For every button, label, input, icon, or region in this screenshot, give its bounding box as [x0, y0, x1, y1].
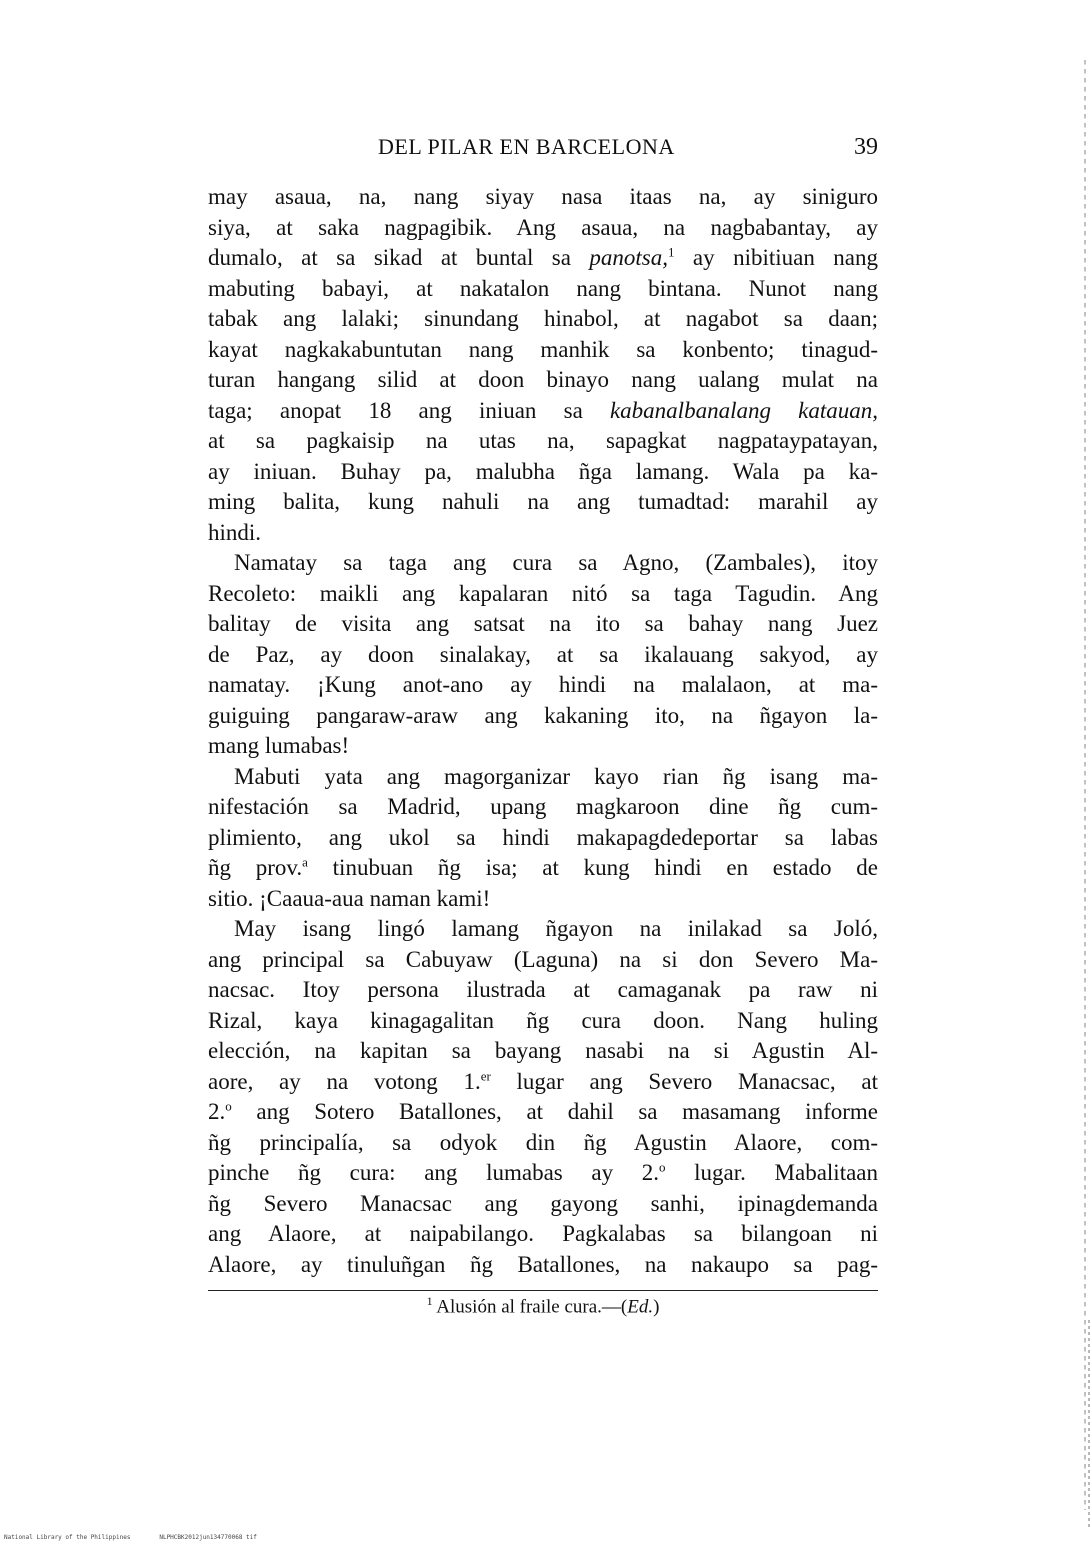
- text-line: May isang lingó lamang ñgayon na inilakad sa Joló,: [234, 916, 878, 941]
- imprint-code: NLPHCBK2012jun134770068 tif: [159, 1534, 257, 1541]
- imprint-library: National Library of the Philippines: [4, 1534, 131, 1541]
- text-line: ñg Severo Manacsac ang gayong sanhi, ipinagdemanda: [208, 1190, 878, 1216]
- text-line: ay iniuan. Buhay pa, malubha ñga lamang. Wala pa ka-: [208, 458, 878, 484]
- text-line: hindi.: [208, 519, 262, 545]
- text-segment: ñg prov.: [208, 855, 303, 880]
- text-line: namatay. ¡Kung anot-ano ay hindi na malalaon, at ma-: [208, 672, 878, 697]
- text-line: sitio. ¡Caaua-aua naman kami!: [208, 885, 491, 911]
- text-line: ñg principalía, sa odyok din ñg Agustin Alaore, com-: [208, 1129, 878, 1155]
- text-segment: tinubuan ñg isa; at kung hindi en estado de: [307, 855, 879, 880]
- page-number: 39: [854, 134, 878, 160]
- text-line: at sa pagkaisip na utas na, sapagkat nagpataypatayan,: [208, 428, 878, 453]
- text-line: ming balita, kung nahuli na ang tumadtad: marahil ay: [208, 489, 878, 514]
- footnote-text: Alusión al fraile cura.—(: [436, 1296, 628, 1318]
- italic-segment: kabanalbanalang katauan,: [609, 397, 878, 423]
- superscript-marker: 1: [667, 244, 675, 260]
- text-line: turan hangang silid at doon binayo nang ualang mulat na: [208, 367, 878, 392]
- text-segment: dumalo, at sa sikad at buntal sa: [208, 245, 590, 270]
- body-text: [208, 182, 878, 1280]
- text-line: nifestación sa Madrid, upang magkaroon dine ñg cum-: [208, 794, 878, 819]
- text-line: balitay de visita ang satsat na ito sa bahay nang Juez: [208, 611, 878, 636]
- text-line: siya, at saka nagpagibik. Ang asaua, na nagbabantay, ay: [208, 214, 878, 240]
- text-segment: lugar ang Severo Manacsac, at: [490, 1068, 878, 1094]
- text-segment: 2.: [208, 1099, 226, 1124]
- text-segment: pinche ñg cura: ang lumabas ay 2.: [208, 1160, 659, 1185]
- text-line: Recoleto: maikli ang kapalaran nitó sa taga Tagudin. Ang: [208, 580, 878, 606]
- running-header: [208, 134, 878, 166]
- text-line: elección, na kapitan sa bayang nasabi na si Agustin Al-: [208, 1038, 878, 1063]
- footnote-editor-abbrev: Ed.: [627, 1296, 654, 1318]
- footnote: [208, 1294, 878, 1318]
- footnote-close: ): [653, 1296, 660, 1318]
- text-line: ang principal sa Cabuyaw (Laguna) na si don Severo Ma-: [208, 946, 878, 972]
- text-line: mabuting babayi, at nakatalon nang bintana. Nunot nang: [208, 275, 878, 301]
- footnote-divider: [208, 1290, 878, 1291]
- text-line: [208, 1067, 878, 1098]
- text-line: guiguing pangaraw-araw ang kakaning ito, na ñgayon la-: [208, 702, 878, 728]
- running-title: DEL PILAR EN BARCELONA: [378, 134, 675, 159]
- text-line: Rizal, kaya kinagagalitan ñg cura doon. Nang huling: [208, 1007, 878, 1033]
- text-line: mang lumabas!: [208, 733, 350, 758]
- text-line: de Paz, ay doon sinalakay, at sa ikalauang sakyod, ay: [208, 641, 878, 667]
- superscript-marker: a: [302, 854, 308, 870]
- superscript-marker: o: [659, 1159, 666, 1175]
- footnote-marker: 1: [426, 1294, 433, 1308]
- text-segment: lugar. Mabalitaan: [665, 1160, 878, 1185]
- text-line: may asaua, na, nang siyay nasa itaas na, ay siniguro: [208, 184, 878, 209]
- text-line: [208, 1097, 878, 1128]
- text-line: kayat nagkakabuntutan nang manhik sa konbento; tinagud-: [208, 336, 878, 362]
- scan-edge-artifact: [1084, 60, 1086, 1510]
- text-line: ang Alaore, at naipabilango. Pagkalabas sa bilangoan ni: [208, 1221, 878, 1246]
- text-line: tabak ang lalaki; sinundang hinabol, at nagabot sa daan;: [208, 306, 878, 331]
- text-line: plimiento, ang ukol sa hindi makapagdedeportar sa labas: [208, 824, 878, 850]
- text-segment: ay nibitiuan nang: [674, 245, 878, 270]
- text-line: nacsac. Itoy persona ilustrada at camaganak pa raw ni: [208, 977, 878, 1002]
- text-segment: ang Sotero Batallones, at dahil sa masamang informe: [231, 1099, 878, 1124]
- text-line: Mabuti yata ang magorganizar kayo rian ñg isang ma-: [234, 763, 878, 789]
- italic-segment: panotsa,: [589, 245, 668, 270]
- scan-imprint: [4, 1534, 257, 1541]
- text-line: Namatay sa taga ang cura sa Agno, (Zambales), itoy: [234, 550, 878, 575]
- text-line: [208, 853, 878, 884]
- text-line: Alaore, ay tinuluñgan ñg Batallones, na nakaupo sa pag-: [208, 1251, 878, 1277]
- text-segment: taga; anopat 18 ang iniuan sa: [208, 397, 610, 423]
- superscript-marker: o: [225, 1098, 232, 1114]
- text-line: [208, 396, 878, 427]
- text-line: [208, 1158, 878, 1189]
- superscript-marker: er: [480, 1067, 491, 1083]
- text-line: [208, 243, 878, 274]
- text-segment: aore, ay na votong 1.: [208, 1068, 481, 1094]
